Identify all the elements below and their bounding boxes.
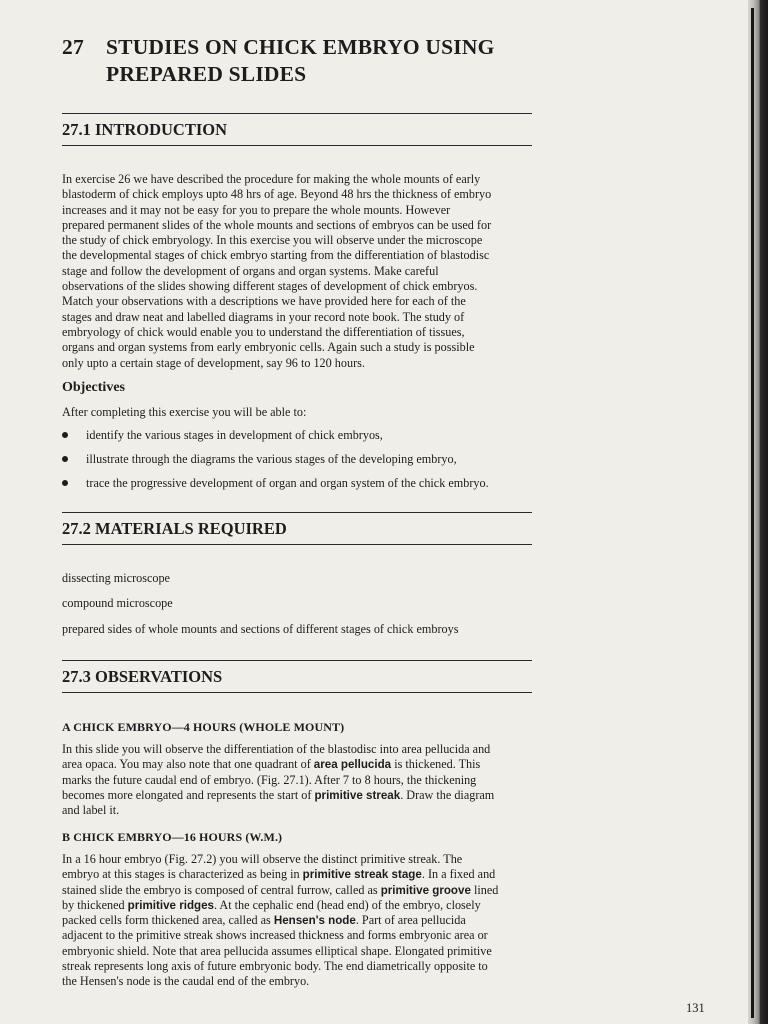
observation-line: becomes more elongated and represents the start of primitive streak. Draw the diagram bbox=[62, 787, 495, 802]
objectives-list bbox=[62, 428, 532, 491]
material-item: dissecting microscope bbox=[62, 571, 170, 585]
observation-line: stained slide the embryo is composed of central furrow, called as primitive groove lined bbox=[62, 882, 499, 897]
section-observations bbox=[62, 660, 532, 693]
chapter-number: 27 bbox=[62, 35, 84, 59]
observation-line: In this slide you will observe the differentiation of the blastodisc into area pellucida and bbox=[62, 742, 491, 756]
observation-line: area opaca. You may also note that one quadrant of area pellucida is thickened. This bbox=[62, 757, 481, 772]
intro-line: embryology of chick would enable you to understand the differentiation of tissues, bbox=[62, 324, 465, 339]
page-number: 131 bbox=[686, 1001, 705, 1015]
objective-item: illustrate through the diagrams the various stages of the developing embryo, bbox=[62, 452, 532, 467]
material-item: prepared sides of whole mounts and sections of different stages of chick embroys bbox=[62, 621, 459, 636]
intro-paragraph bbox=[62, 172, 532, 371]
material-item: compound microscope bbox=[62, 596, 173, 611]
observation-line: packed cells form thickened area, called as Hensen's node. Part of area pellucida bbox=[62, 913, 466, 928]
objectives bbox=[62, 379, 532, 491]
observation-line: and label it. bbox=[62, 803, 120, 818]
observation-b-heading: B CHICK EMBRYO—16 HOURS (W.M.) bbox=[62, 830, 283, 844]
chapter-title-line1: STUDIES ON CHICK EMBRYO USING bbox=[106, 35, 495, 59]
bullet-icon bbox=[62, 480, 68, 486]
intro-line: stages and draw neat and labelled diagrams in your record note book. The study of bbox=[62, 309, 465, 324]
intro-line: increases and it may not be easy for you to prepare the whole mounts. However bbox=[62, 202, 451, 217]
section-heading: 27.2 MATERIALS REQUIRED bbox=[62, 519, 287, 538]
objective-item: trace the progressive development of organ and organ system of the chick embryo. bbox=[62, 476, 532, 491]
observation-a bbox=[62, 720, 532, 818]
bullet-icon bbox=[62, 456, 68, 462]
book-edge-line bbox=[751, 8, 754, 1018]
objectives-heading: Objectives bbox=[62, 380, 125, 395]
intro-line: stage and follow the development of organs and organ systems. Make careful bbox=[62, 263, 439, 278]
content bbox=[62, 34, 532, 989]
objective-item: identify the various stages in development of chick embryos, bbox=[62, 428, 532, 443]
intro-line: In exercise 26 we have described the procedure for making the whole mounts of early bbox=[62, 172, 481, 186]
intro-line: prepared permanent slides of the whole mounts and sections of embryos can be used for bbox=[62, 217, 492, 232]
chapter-title bbox=[62, 34, 532, 88]
section-rule-bottom bbox=[62, 145, 532, 146]
section-rule-bottom bbox=[62, 544, 532, 545]
observation-line: by thickened primitive ridges. At the cephalic end (head end) of the embryo, closely bbox=[62, 897, 481, 912]
observation-line: adjacent to the primitive streak shows increased thickness and forms embryonic area or bbox=[62, 928, 488, 943]
objectives-lead: After completing this exercise you will be able to: bbox=[62, 405, 307, 419]
section-rule-bottom bbox=[62, 692, 532, 693]
section-materials bbox=[62, 512, 532, 545]
observation-line: embryonic shield. Note that area pellucida assumes elliptical shape. Elongated primitive bbox=[62, 943, 492, 958]
observation-line: streak represents long axis of future embryonic body. The end diametrically opposite to bbox=[62, 959, 488, 974]
intro-line: observations of the slides showing different stages of development of chick embryos. bbox=[62, 279, 478, 294]
intro-line: the study of chick embryology. In this exercise you will observe under the microscope bbox=[62, 233, 483, 248]
intro-line: only upto a certain stage of development, say 96 to 120 hours. bbox=[62, 355, 365, 370]
observation-line: the Hensen's node is the caudal end of the embryo. bbox=[62, 974, 310, 989]
observation-line: marks the future caudal end of embryo. (Fig. 27.1). After 7 to 8 hours, the thickening bbox=[62, 772, 477, 787]
observation-a-heading: A CHICK EMBRYO—4 HOURS (WHOLE MOUNT) bbox=[62, 720, 345, 734]
section-introduction bbox=[62, 113, 532, 146]
intro-line: Match your observations with a descriptions we have provided here for each of the bbox=[62, 294, 466, 309]
section-heading: 27.1 INTRODUCTION bbox=[62, 120, 228, 139]
intro-line: blastoderm of chick employs upto 48 hrs of age. Beyond 48 hrs the thickness of embryo bbox=[62, 187, 492, 202]
section-heading: 27.3 OBSERVATIONS bbox=[62, 667, 223, 686]
observation-b bbox=[62, 830, 532, 990]
intro-line: the developmental stages of chick embryo starting from the differentiation of blastodisc bbox=[62, 248, 490, 263]
materials-list bbox=[62, 571, 532, 637]
observation-line: In a 16 hour embryo (Fig. 27.2) you will observe the distinct primitive streak. The bbox=[62, 852, 463, 866]
intro-line: organs and organ systems from early embryonic cells. Again such a study is possible bbox=[62, 340, 475, 355]
observation-line: embryo at this stages is characterized as being in primitive streak stage. In a fixed and bbox=[62, 867, 496, 882]
bullet-icon bbox=[62, 432, 68, 438]
chapter-title-line2: PREPARED SLIDES bbox=[106, 62, 307, 86]
